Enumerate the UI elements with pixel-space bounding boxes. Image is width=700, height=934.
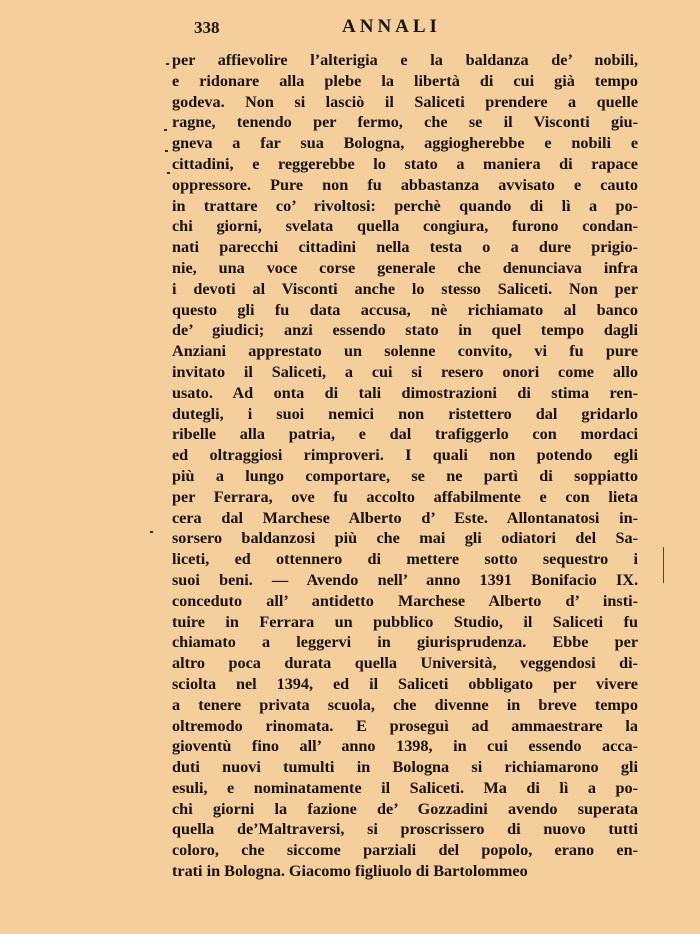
running-title: ANNALI: [342, 16, 441, 37]
text-line: altro poca durata quella Università, veggendosi di-: [172, 654, 638, 673]
text-line: gioventù fino all’ anno 1398, in cui essendo acca-: [172, 737, 638, 756]
text-line: usato. Ad onta di tali dimostrazioni di stima ren-: [172, 383, 638, 402]
text-line: sciolta nel 1394, ed il Saliceti obbligato per vivere: [172, 674, 638, 693]
text-line: nati parecchi cittadini nella testa o a dure prigio-: [172, 238, 638, 257]
text-line: a tenere privata scuola, che divenne in breve tempo: [172, 695, 638, 714]
margin-speck: [150, 531, 153, 533]
margin-speck: [166, 63, 169, 65]
text-line: trati in Bologna. Giacomo figliuolo di Bartolommeo: [172, 862, 528, 881]
margin-mark: [663, 547, 664, 583]
text-line: in trattare co’ rivoltosi: perchè quando di lì a po-: [172, 196, 638, 215]
text-line: dutegli, i suoi nemici non ristettero dal gridarlo: [172, 404, 638, 423]
text-line: coloro, che siccome parziali del popolo, erano en-: [172, 841, 638, 860]
text-line: più a lungo comportare, se ne partì di soppiatto: [172, 466, 638, 485]
margin-speck: [167, 172, 170, 174]
text-line: duti nuovi tumulti in Bologna si richiamarono gli: [172, 758, 638, 777]
text-line: oppressore. Pure non fu abbastanza avvisato e cauto: [172, 175, 638, 194]
text-line: suoi beni. — Avendo nell’ anno 1391 Bonifacio IX.: [172, 570, 638, 589]
text-line: ragne, tenendo per fermo, che se il Visconti giu-: [172, 113, 638, 132]
text-line: cera dal Marchese Alberto d’ Este. Allontanatosi in-: [172, 508, 638, 527]
text-line: cittadini, e reggerebbe lo stato a maniera di rapace: [172, 154, 638, 173]
text-line: per Ferrara, ove fu accolto affabilmente e con lieta: [172, 487, 638, 506]
margin-speck: [165, 150, 168, 152]
text-line: per affievolire l’alterigia e la baldanza de’ nobili,: [172, 51, 638, 69]
body-text: [172, 50, 638, 882]
text-line: i devoti al Visconti anche lo stesso Saliceti. Non per: [172, 279, 638, 298]
margin-speck: [164, 129, 167, 131]
text-line: gneva a far sua Bologna, aggiogherebbe e nobili e: [172, 134, 638, 153]
text-line: nie, una voce corse generale che denunciava infra: [172, 258, 638, 277]
text-line: invitato il Saliceti, a cui si resero onori come allo: [172, 362, 638, 381]
text-line: liceti, ed ottennero di mettere sotto sequestro i: [172, 550, 638, 569]
text-line: godeva. Non si lasciò il Saliceti prendere a quelle: [172, 92, 638, 111]
text-line: de’ giudici; anzi essendo stato in quel tempo dagli: [172, 321, 638, 340]
text-line: sorsero baldanzosi più che mai gli odiatori del Sa-: [172, 529, 638, 548]
text-line: quella de’Maltraversi, si proscrissero di nuovo tutti: [172, 820, 638, 839]
text-line: chiamato a leggervi in giurisprudenza. Ebbe per: [172, 633, 638, 652]
text-line: esuli, e nominatamente il Saliceti. Ma di lì a po-: [172, 778, 638, 797]
text-line: conceduto all’ antidetto Marchese Alberto d’ insti-: [172, 591, 638, 610]
text-line: oltremodo rinomata. E proseguì ad ammaestrare la: [172, 716, 638, 735]
running-head: [172, 14, 638, 44]
page-number: 338: [194, 18, 220, 37]
text-line: ed oltraggiosi rimproveri. I quali non potendo egli: [172, 446, 638, 465]
text-line: tuire in Ferrara un pubblico Studio, il Saliceti fu: [172, 612, 638, 631]
text-line: e ridonare alla plebe la libertà di cui già tempo: [172, 71, 638, 90]
text-line: chi giorni la fazione de’ Gozzadini avendo superata: [172, 799, 638, 818]
text-line: questo gli fu data accusa, nè richiamato al banco: [172, 300, 638, 319]
text-line: Anziani apprestato un solenne convito, vi fu pure: [172, 342, 638, 361]
text-line: chi giorni, svelata quella congiura, furono condan-: [172, 217, 638, 236]
text-line: ribelle alla patria, e dal trafiggerlo con mordaci: [172, 425, 638, 444]
